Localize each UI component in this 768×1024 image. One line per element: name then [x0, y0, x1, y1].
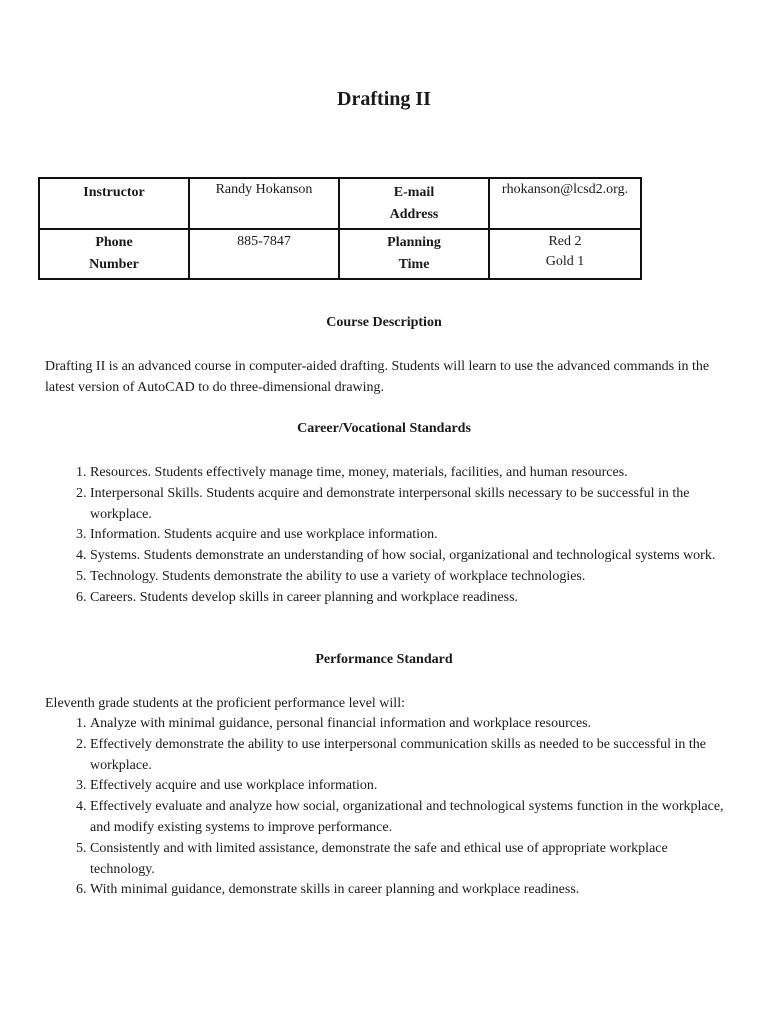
list-item: 5. Consistently and with limited assistance, demonstrate the safe and ethical use of appropriate workplace technology.: [90, 839, 735, 881]
instructor-value: Randy Hokanson: [189, 178, 339, 229]
page-title: Drafting II: [337, 88, 431, 110]
phone-label-line2: Number: [89, 257, 139, 272]
email-label-line2: Address: [389, 207, 439, 222]
email-label: [339, 178, 489, 229]
planning-value-line1: Red 2: [548, 234, 582, 249]
planning-value-line2: Gold 1: [545, 254, 585, 269]
phone-label-line1: Phone: [95, 235, 133, 250]
performance-standard-list: [45, 714, 735, 901]
email-label-line1: E-mail: [393, 185, 435, 200]
email-value: rhokanson@lcsd2.org.: [489, 178, 641, 229]
career-standards-list: [45, 463, 735, 609]
planning-label-line1: Planning: [387, 235, 441, 250]
list-item: 1. Analyze with minimal guidance, personal financial information and workplace resources.: [90, 714, 735, 735]
list-item: 5. Technology. Students demonstrate the ability to use a variety of workplace technologies.: [90, 567, 735, 588]
planning-value: [489, 229, 641, 279]
instructor-label: Instructor: [39, 178, 189, 229]
course-description-text: Drafting II is an advanced course in computer-aided drafting. Students will learn to use the advanced commands in the latest version of AutoCAD to do three-dimensional drawing.: [45, 359, 710, 395]
list-item: 1. Resources. Students effectively manage time, money, materials, facilities, and human resources.: [90, 463, 735, 484]
table-row: [39, 229, 641, 279]
table-row: [39, 178, 641, 229]
career-standards-heading: Career/Vocational Standards: [297, 421, 471, 436]
performance-standard-intro: Eleventh grade students at the proficient performance level will:: [45, 696, 405, 711]
phone-value: 885-7847: [189, 229, 339, 279]
list-item: 6. With minimal guidance, demonstrate skills in career planning and workplace readiness.: [90, 880, 735, 901]
planning-label: [339, 229, 489, 279]
list-item: 3. Information. Students acquire and use workplace information.: [90, 525, 735, 546]
list-item: 4. Systems. Students demonstrate an understanding of how social, organizational and technological systems work.: [90, 546, 735, 567]
list-item: 2. Interpersonal Skills. Students acquire and demonstrate interpersonal skills necessary to be successful in the workplace.: [90, 484, 735, 526]
list-item: 2. Effectively demonstrate the ability to use interpersonal communication skills as needed to be successful in the workplace.: [90, 735, 735, 777]
list-item: 4. Effectively evaluate and analyze how social, organizational and technological systems function in the workplace, and modify existing systems to improve performance.: [90, 797, 735, 839]
performance-standard-heading: Performance Standard: [315, 652, 453, 667]
list-item: 3. Effectively acquire and use workplace information.: [90, 776, 735, 797]
course-info-table: [38, 177, 642, 280]
course-description-heading: Course Description: [326, 315, 442, 330]
list-item: 6. Careers. Students develop skills in career planning and workplace readiness.: [90, 588, 735, 609]
phone-label: [39, 229, 189, 279]
planning-label-line2: Time: [398, 257, 430, 272]
